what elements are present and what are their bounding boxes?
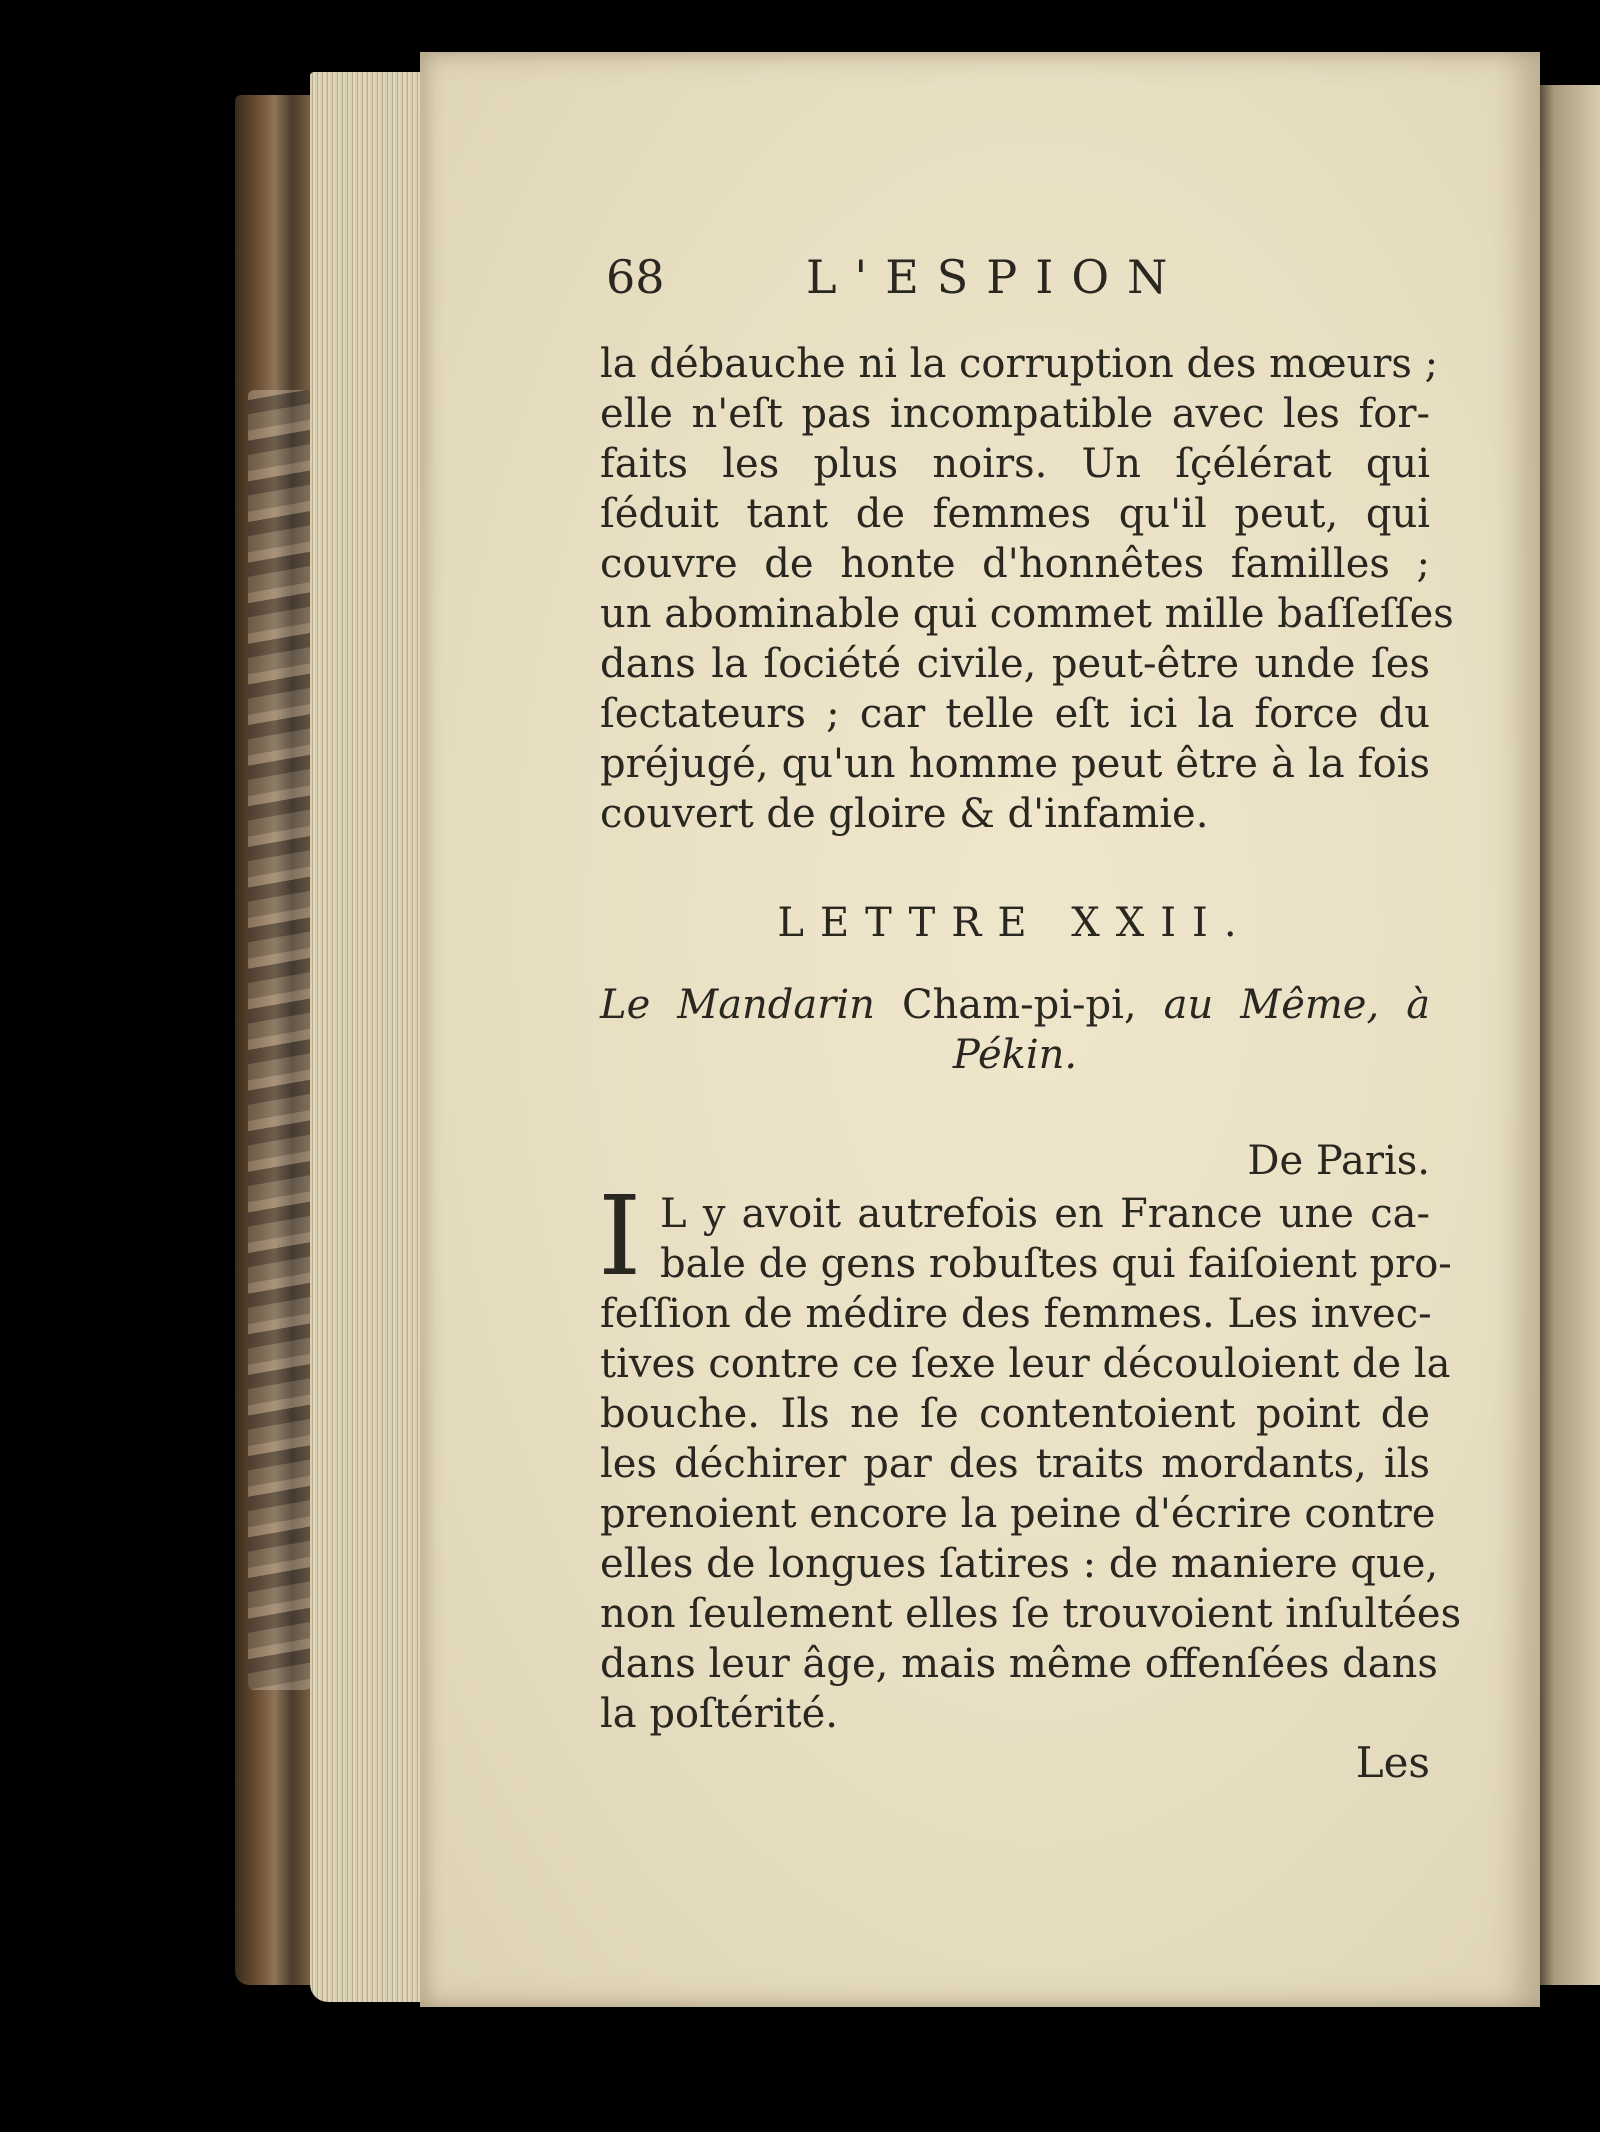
subtitle-le: Le [600,982,651,1028]
subtitle-au: au [1163,982,1214,1028]
marbled-cover [248,390,314,1690]
letter-heading: LETTRE XXII. [777,900,1253,946]
subtitle-a: à [1406,982,1431,1028]
text-line: couvre de honte d'honnêtes familles ; [600,541,1430,587]
text-line: bouche. Ils ne ſe contentoient point de [600,1391,1430,1437]
page-header [606,250,1436,310]
running-title: L'ESPION [806,250,1186,304]
text-line: faits les plus noirs. Un ſçélérat qui [600,441,1430,487]
drop-cap: I [598,1172,642,1300]
text-line: couvert de gloire & d'infamie. [600,791,1209,837]
text-line: ſectateurs ; car telle eſt ici la force du [600,691,1430,737]
text-line: L y avoit autrefois en France une ca- [660,1191,1430,1237]
subtitle-name: Cham-pi-pi, [901,982,1137,1028]
page-edges [310,72,430,2002]
letter-subtitle [600,980,1430,1030]
text-line: tives contre ce ſexe leur découloient de la [600,1341,1451,1387]
text-line: prenoient encore la peine d'écrire contre [600,1491,1436,1537]
text-line: préjugé, qu'un homme peut être à la fois [600,741,1430,787]
facing-page-edge [1535,85,1600,1985]
text-line: dans la ſociété civile, peut-être unde ſes [600,641,1430,687]
text-line: feſſion de médire des femmes. Les invec- [600,1291,1432,1337]
text-line: elles de longues ſatires : de maniere que, [600,1541,1439,1587]
letter-subtitle-city: Pékin. [952,1032,1078,1078]
subtitle-mandarin: Mandarin [677,982,875,1028]
text-line: elle n'eſt pas incompatible avec les for- [600,391,1430,437]
letter-place: De Paris. [1247,1138,1430,1184]
text-line: ſéduit tant de femmes qu'il peut, qui [600,491,1430,537]
text-line: la débauche ni la corruption des mœurs ; [600,341,1439,387]
text-line: dans leur âge, mais même offenſées dans [600,1641,1438,1687]
text-line: bale de gens robuſtes qui faiſoient pro- [660,1241,1452,1287]
text-line: un abominable qui commet mille baſſeſſes [600,591,1454,637]
catchword: Les [1355,1738,1430,1787]
page-number: 68 [606,250,665,304]
text-line: la poſtérité. [600,1691,838,1737]
text-line: les déchirer par des traits mordants, ils [600,1441,1430,1487]
subtitle-meme: Même, [1240,982,1380,1028]
text-line: non ſeulement elles ſe trouvoient inſultées [600,1591,1462,1637]
